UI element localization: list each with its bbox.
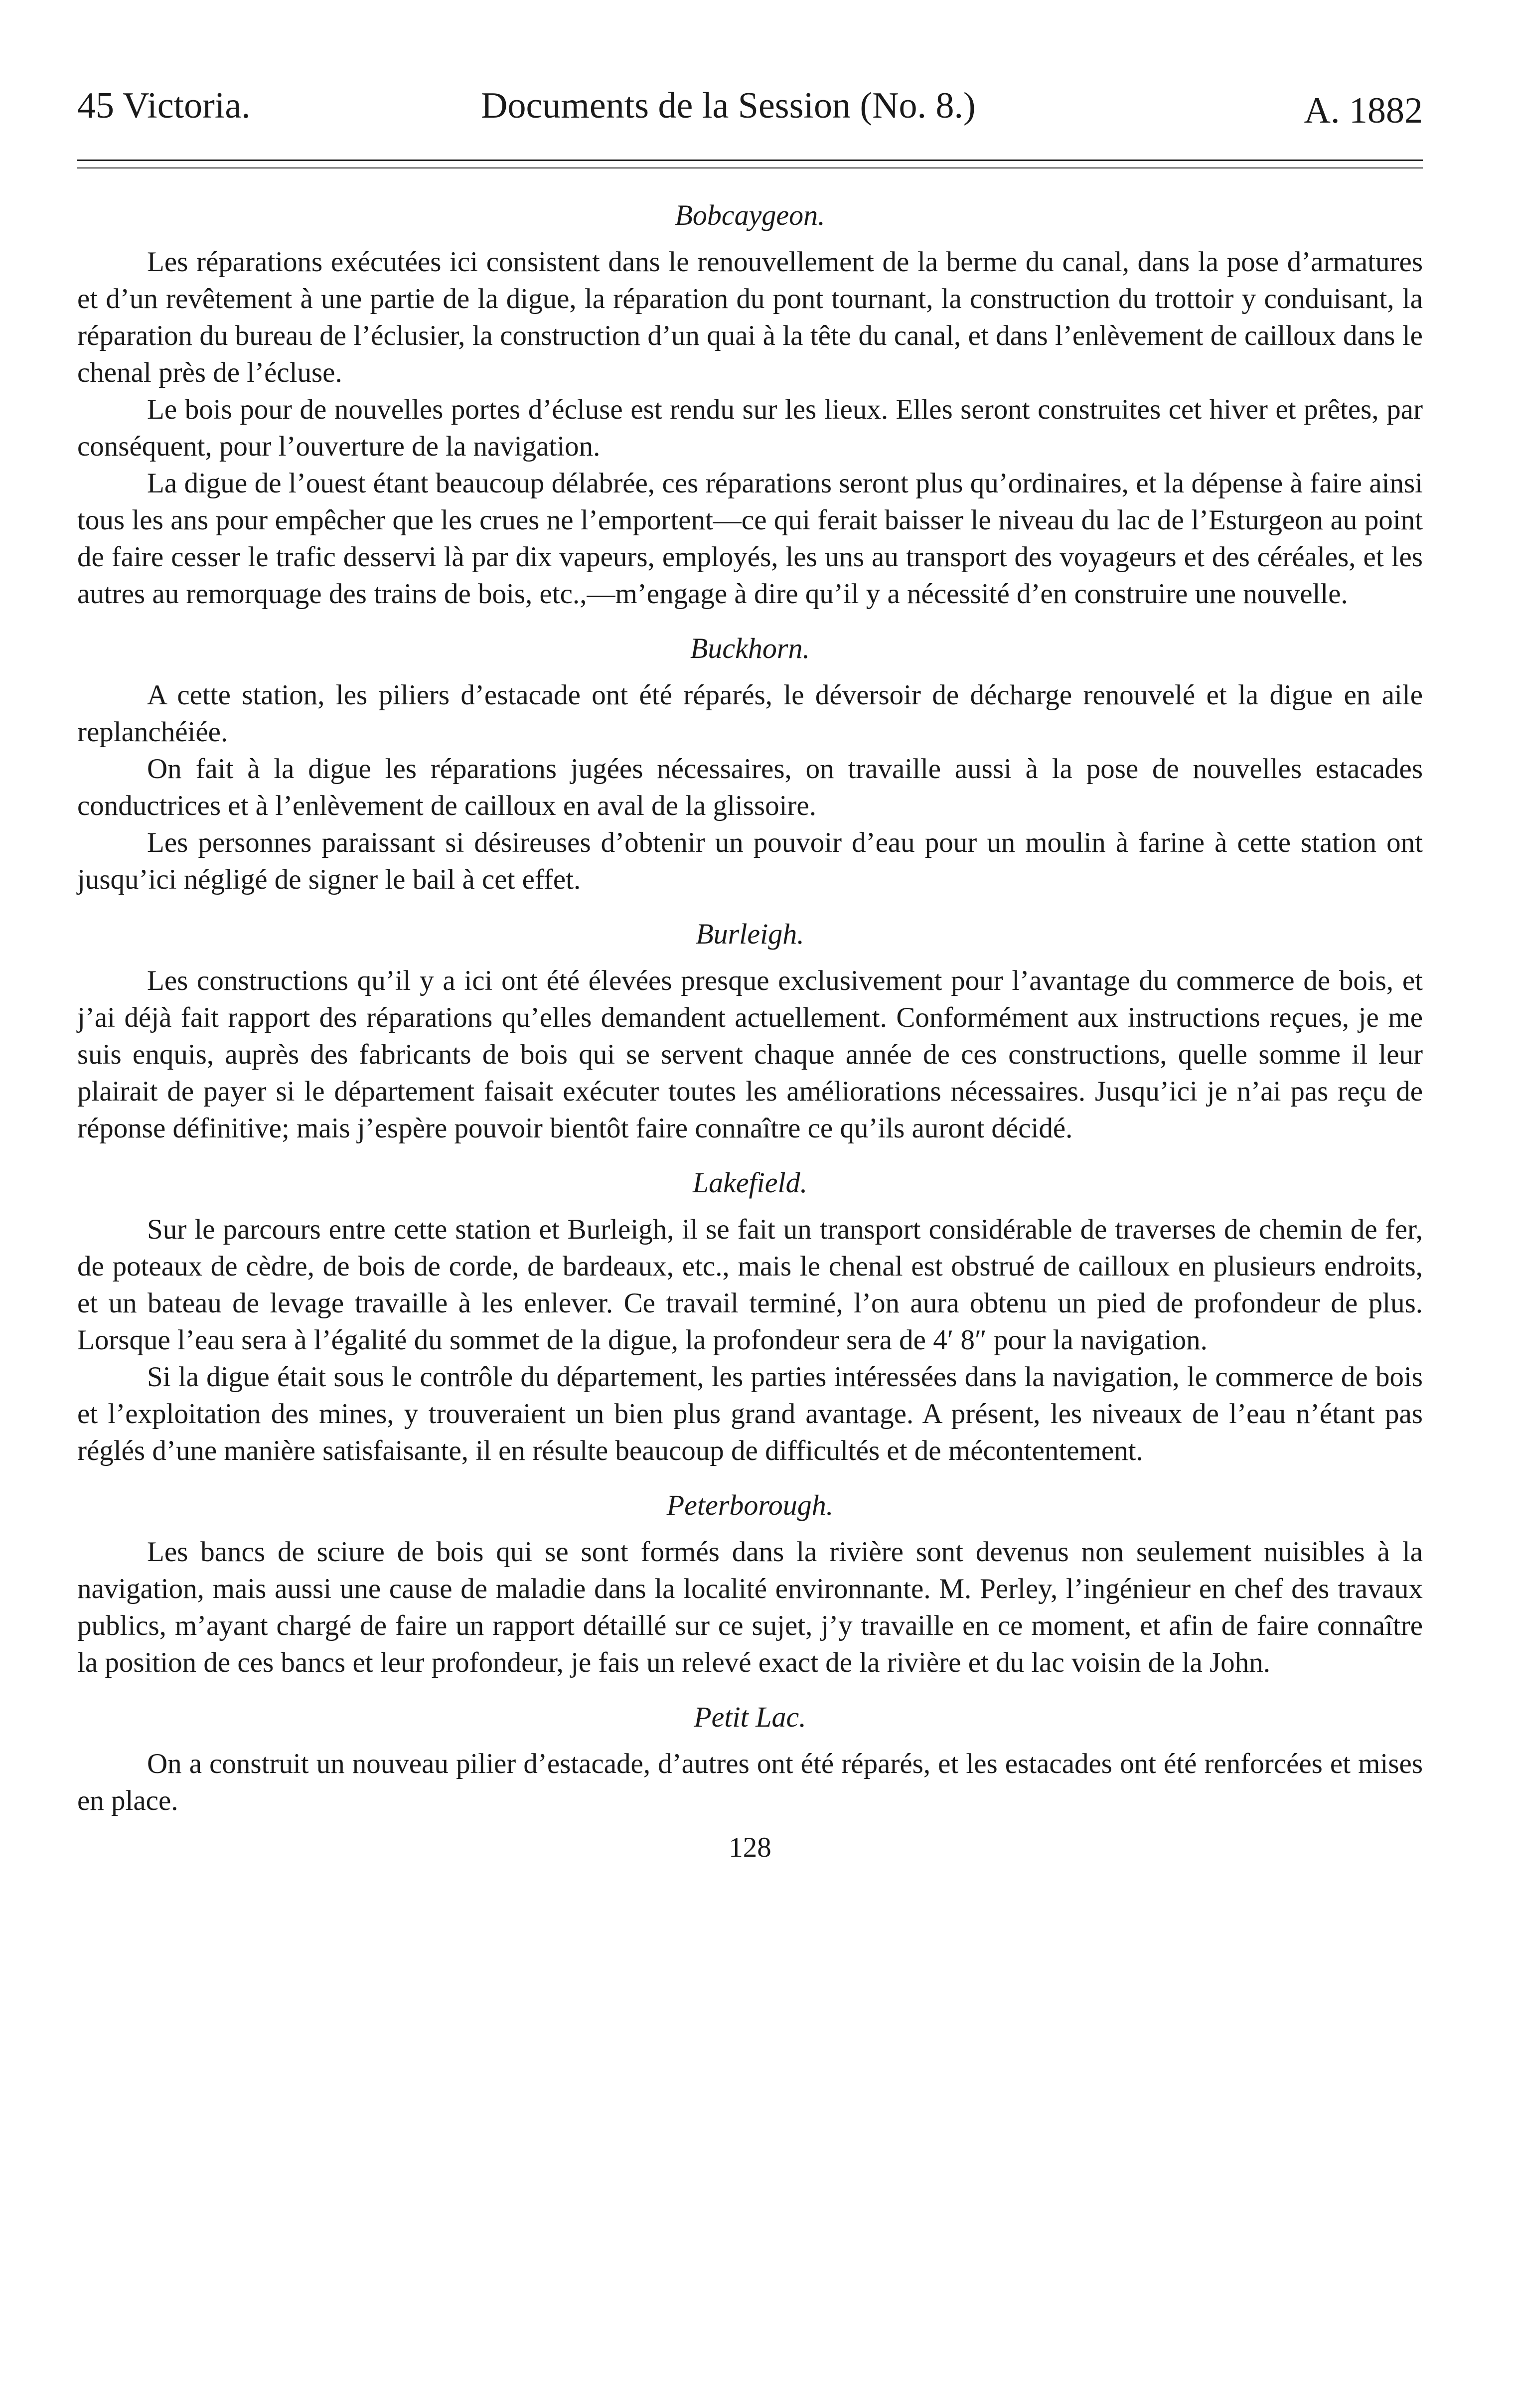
section-title: Bobcaygeon. xyxy=(675,199,825,231)
document-page xyxy=(77,75,1423,1864)
rule-line xyxy=(77,160,1423,161)
section-title: Buckhorn. xyxy=(690,632,810,664)
page-number: 128 xyxy=(729,1832,771,1863)
header-rule xyxy=(77,160,1423,179)
paragraph: Les personnes paraissant si désireuses d’obtenir un pouvoir d’eau pour un moulin à farine à cette station ont jusqu’ici négligé de signer le bail à cet effet. xyxy=(77,827,1423,895)
paragraph: Les bancs de sciure de bois qui se sont formés dans la rivière sont devenus non seulement nuisibles à la navigation, mais aussi une cause de maladie dans la localité environnante. M. Perley, l’ingénieur en chef des travaux publics, m’ayant chargé de faire un rapport détaillé sur ce sujet, j’y travaille en ce moment, et afin de faire connaître la position de ces bancs et leur profondeur, je fais un relevé exact de la rivière et du lac voisin de la John. xyxy=(77,1536,1423,1678)
paragraph: Les constructions qu’il y a ici ont été élevées presque exclusivement pour l’avantage du commerce de bois, et j’ai déjà fait rapport des réparations qu’elles demandent actuellement. Conformément aux instructions reçues, je me suis enquis, auprès des fabricants de bois qui se servent chaque année de ces constructions, quelle somme il leur plairait de payer si le département faisait exécuter toutes les améliorations nécessaires. Jusqu’ici je n’ai pas reçu de réponse définitive; mais j’espère pouvoir bientôt faire connaître ce qu’ils auront décidé. xyxy=(77,965,1423,1144)
paragraph: On a construit un nouveau pilier d’estacade, d’autres ont été réparés, et les estacades ont été renforcées et mises en place. xyxy=(77,1748,1423,1816)
section-title: Peterborough. xyxy=(666,1489,834,1521)
paragraph: Sur le parcours entre cette station et Burleigh, il se fait un transport considérable de traverses de chemin de fer, de poteaux de cèdre, de bois de corde, de bardeaux, etc., mais le chenal est obstrué de cailloux en plusieurs endroits, et un bateau de levage travaille à les enlever. Ce travail terminé, l’on aura obtenu un pied de profondeur de plus. Lorsque l’eau sera à l’égalité du sommet de la digue, la profondeur sera de 4′ 8″ pour la navigation. xyxy=(77,1214,1423,1356)
document-body xyxy=(77,198,1423,1819)
paragraph: Si la digue était sous le contrôle du département, les parties intéressées dans la navigation, le commerce de bois et l’exploitation des mines, y trouveraient un bien plus grand avantage. A présent, les niveaux de l’eau n’étant pas réglés d’une manière satisfaisante, il en résulte beaucoup de difficultés et de mécontentement. xyxy=(77,1361,1423,1466)
header-title: Documents de la Session (No. 8.) xyxy=(481,85,976,126)
paragraph: A cette station, les piliers d’estacade ont été réparés, le déversoir de décharge renouvelé et la digue en aile replanchéiée. xyxy=(77,679,1423,748)
paragraph: Le bois pour de nouvelles portes d’écluse est rendu sur les lieux. Elles seront construites cet hiver et prêtes, par conséquent, pour l’ouverture de la navigation. xyxy=(77,394,1423,462)
paragraph: On fait à la digue les réparations jugées nécessaires, on travaille aussi à la pose de nouvelles estacades conductrices et à l’enlèvement de cailloux en aval de la glissoire. xyxy=(77,753,1423,821)
section-title: Petit Lac. xyxy=(694,1701,806,1733)
running-header xyxy=(77,75,1423,135)
section-title: Lakefield. xyxy=(692,1166,808,1199)
rule-line xyxy=(77,167,1423,168)
header-year: A. 1882 xyxy=(1304,90,1423,131)
paragraph: Les réparations exécutées ici consistent dans le renouvellement de la berme du canal, dans la pose d’armatures et d’un revêtement à une partie de la digue, la réparation du pont tournant, la construction du trottoir y conduisant, la réparation du bureau de l’éclusier, la construction d’un quai à la tête du canal, et dans l’enlèvement de cailloux dans le chenal près de l’écluse. xyxy=(77,246,1423,388)
paragraph: La digue de l’ouest étant beaucoup délabrée, ces réparations seront plus qu’ordinaires, et la dépense à faire ainsi tous les ans pour empêcher que les crues ne l’emportent—ce qui ferait baisser le niveau du lac de l’Esturgeon au point de faire cesser le trafic desservi là par dix vapeurs, employés, les uns au transport des voyageurs et des céréales, et les autres au remorquage des trains de bois, etc.,—m’engage à dire qu’il y a nécessité d’en construire une nouvelle. xyxy=(77,468,1423,610)
section-title: Burleigh. xyxy=(696,918,804,950)
header-volume: 45 Victoria. xyxy=(77,85,251,126)
